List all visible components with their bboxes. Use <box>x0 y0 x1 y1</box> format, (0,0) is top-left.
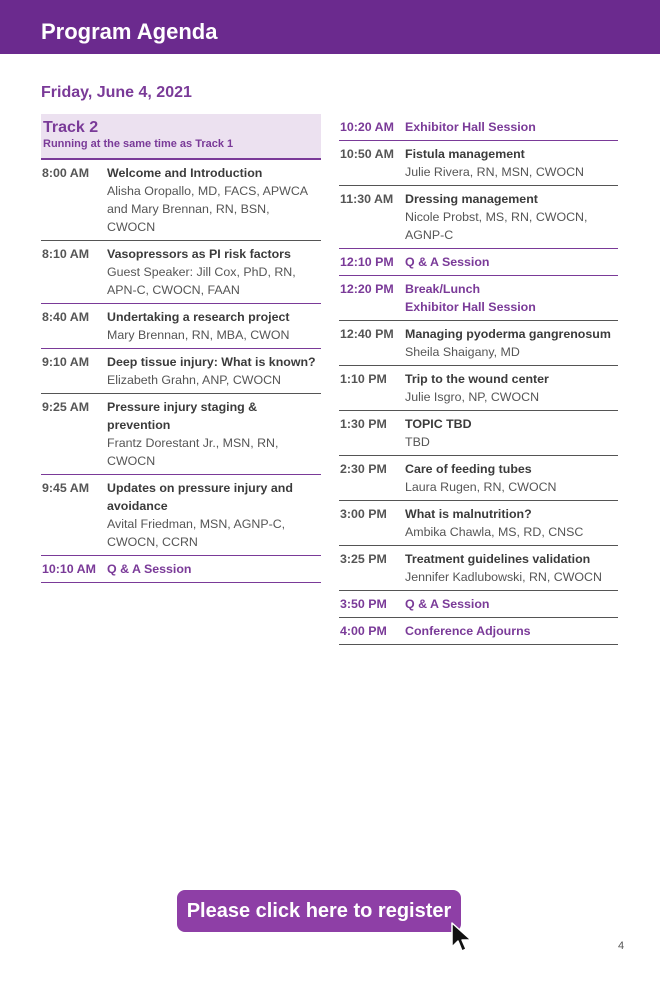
session-title: Care of feeding tubes <box>405 462 532 476</box>
register-button[interactable]: Please click here to register <box>177 890 461 932</box>
session-title: Q & A Session <box>405 597 490 611</box>
track-header <box>41 114 321 160</box>
page-header <box>0 0 660 54</box>
session-row <box>339 411 618 456</box>
session-time: 3:50 PM <box>340 597 387 611</box>
session-speaker: Ambika Chawla, MS, RD, CNSC <box>405 525 584 539</box>
session-speaker: Frantz Dorestant Jr., MSN, RN, CWOCN <box>107 436 279 468</box>
session-time: 1:30 PM <box>340 417 387 431</box>
session-title: Q & A Session <box>107 562 192 576</box>
session-speaker: Elizabeth Grahn, ANP, CWOCN <box>107 373 281 387</box>
session-time: 3:00 PM <box>340 507 387 521</box>
session-row <box>339 546 618 591</box>
session-row-qa <box>339 249 618 276</box>
session-row <box>41 160 321 241</box>
session-speaker: Sheila Shaigany, MD <box>405 345 520 359</box>
session-speaker: Jennifer Kadlubowski, RN, CWOCN <box>405 570 602 584</box>
session-row <box>339 141 618 186</box>
session-speaker: Julie Rivera, RN, MSN, CWOCN <box>405 165 584 179</box>
session-title: Deep tissue injury: What is known? <box>107 355 316 369</box>
session-title: Fistula management <box>405 147 525 161</box>
session-row-adjourn <box>339 618 618 645</box>
session-title: Q & A Session <box>405 255 490 269</box>
session-time: 9:45 AM <box>42 481 90 495</box>
session-title: Undertaking a research project <box>107 310 290 324</box>
mouse-pointer-icon <box>450 921 476 955</box>
session-title: Managing pyoderma gangrenosum <box>405 327 611 341</box>
session-speaker: Julie Isgro, NP, CWOCN <box>405 390 540 404</box>
session-row <box>339 456 618 501</box>
session-time: 12:10 PM <box>340 255 394 269</box>
session-speaker: Nicole Probst, MS, RN, CWOCN, AGNP-C <box>405 210 588 242</box>
session-title: Welcome and Introduction <box>107 166 263 180</box>
session-time: 9:25 AM <box>42 400 90 414</box>
session-time: 8:10 AM <box>42 247 90 261</box>
session-speaker: Laura Rugen, RN, CWOCN <box>405 480 557 494</box>
session-time: 8:00 AM <box>42 166 90 180</box>
session-time: 10:10 AM <box>42 562 96 576</box>
session-row <box>339 321 618 366</box>
session-title-secondary: Exhibitor Hall Session <box>405 300 536 314</box>
session-time: 10:50 AM <box>340 147 394 161</box>
session-row-break <box>339 276 618 321</box>
session-title: Vasopressors as PI risk factors <box>107 247 291 261</box>
session-title: Pressure injury staging & prevention <box>107 400 258 432</box>
session-time: 2:30 PM <box>340 462 387 476</box>
session-row <box>41 475 321 556</box>
session-speaker: Mary Brennan, RN, MBA, CWON <box>107 328 290 342</box>
session-time: 9:10 AM <box>42 355 90 369</box>
session-row <box>339 186 618 249</box>
session-row <box>41 349 321 394</box>
session-title: Updates on pressure injury and avoidance <box>107 481 293 513</box>
track-subtitle: Running at the same time as Track 1 <box>43 138 234 150</box>
session-time: 1:10 PM <box>340 372 387 386</box>
left-agenda-column <box>41 114 321 583</box>
session-title: Conference Adjourns <box>405 624 531 638</box>
track-title: Track 2 <box>43 119 99 136</box>
session-time: 10:20 AM <box>340 120 394 134</box>
session-speaker: Avital Friedman, MSN, AGNP-C, CWOCN, CCRN <box>107 517 286 549</box>
session-time: 12:40 PM <box>340 327 394 341</box>
session-title: What is malnutrition? <box>405 507 532 521</box>
session-row <box>41 394 321 475</box>
session-row <box>339 501 618 546</box>
session-speaker: Alisha Oropallo, MD, FACS, APWCA and Mary Brennan, RN, BSN, CWOCN <box>107 184 308 234</box>
session-title: Break/Lunch <box>405 282 481 296</box>
session-time: 4:00 PM <box>340 624 387 638</box>
page-title: Program Agenda <box>41 19 218 44</box>
session-speaker: TBD <box>405 435 430 449</box>
session-time: 3:25 PM <box>340 552 387 566</box>
session-row-qa <box>41 556 321 583</box>
session-row-qa <box>339 591 618 618</box>
agenda-date: Friday, June 4, 2021 <box>41 84 192 101</box>
page-number: 4 <box>618 940 625 952</box>
session-speaker: Guest Speaker: Jill Cox, PhD, RN, APN-C, CWOCN, FAAN <box>107 265 296 297</box>
session-title: Treatment guidelines validation <box>405 552 591 566</box>
session-row <box>41 304 321 349</box>
session-time: 11:30 AM <box>340 192 394 206</box>
session-title: Exhibitor Hall Session <box>405 120 536 134</box>
session-title: Dressing management <box>405 192 538 206</box>
session-time: 8:40 AM <box>42 310 90 324</box>
session-title: TOPIC TBD <box>405 417 472 431</box>
session-row-exhibitor <box>339 114 618 141</box>
session-row <box>339 366 618 411</box>
session-row <box>41 241 321 304</box>
session-title: Trip to the wound center <box>405 372 549 386</box>
right-agenda-column <box>339 114 618 645</box>
session-time: 12:20 PM <box>340 282 394 296</box>
